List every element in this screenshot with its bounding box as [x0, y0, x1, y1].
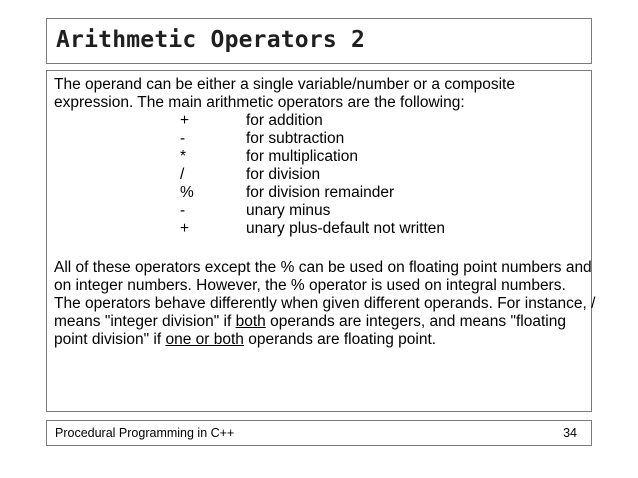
paragraph-text: operands are floating point. — [243, 331, 437, 348]
operator-symbol: + — [180, 220, 190, 237]
operator-symbol: - — [180, 130, 186, 147]
paragraph-line-3: The operators behave differently when given different operands. For instance, / — [54, 295, 596, 312]
intro-line-2: expression. The main arithmetic operators are the following: — [54, 94, 465, 111]
intro-line-1: The operand can be either a single variable/number or a composite — [54, 76, 515, 93]
operator-description: unary plus-default not written — [246, 220, 446, 237]
paragraph-line-5 — [54, 331, 595, 349]
underlined-text: one or both — [165, 331, 244, 348]
operator-description: for subtraction — [246, 130, 345, 147]
paragraph-text: means "integer division" if — [54, 313, 236, 330]
operator-description: unary minus — [246, 202, 331, 219]
operator-symbol: / — [180, 166, 185, 183]
paragraph-text: operands are integers, and means "floating — [265, 313, 566, 330]
footer-box — [46, 420, 592, 446]
paragraph-line-4 — [54, 313, 595, 331]
footer-course-title: Procedural Programming in C++ — [55, 426, 235, 440]
slide-title: Arithmetic Operators 2 — [56, 27, 366, 53]
operator-description: for addition — [246, 112, 323, 129]
operator-description: for division remainder — [246, 184, 395, 201]
paragraph-line-2: on integer numbers. However, the % operator is used on integral numbers. — [54, 277, 566, 294]
underlined-text: both — [235, 313, 266, 330]
paragraph-line-1: All of these operators except the % can be used on floating point numbers and — [54, 259, 592, 276]
intro-text — [54, 76, 515, 112]
paragraph-text: point division" if — [54, 331, 166, 348]
title-box — [46, 18, 592, 64]
operator-description: for division — [246, 166, 321, 183]
operator-symbol: * — [180, 148, 187, 165]
operator-symbol: % — [180, 184, 194, 201]
operator-description: for multiplication — [246, 148, 358, 165]
operator-symbol: - — [180, 202, 186, 219]
operator-symbol: + — [180, 112, 190, 129]
footer-page-number: 34 — [563, 426, 577, 440]
explanation-paragraph — [54, 259, 595, 349]
content-box — [46, 70, 596, 412]
